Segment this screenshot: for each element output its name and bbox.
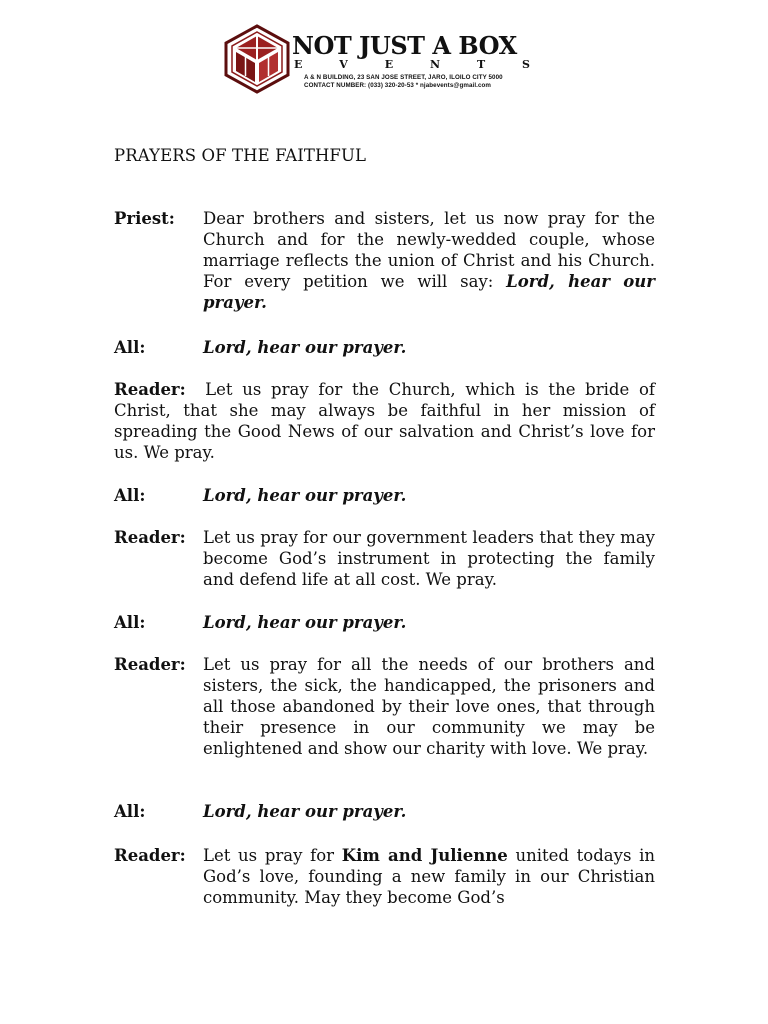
letterhead bbox=[222, 24, 552, 94]
response-entry bbox=[114, 485, 655, 506]
brand-subtitle-letter: E bbox=[384, 58, 394, 71]
response-entry bbox=[114, 337, 655, 358]
brand-address: A & N BUILDING, 23 SAN JOSE STREET, JARO, ILOILO CITY 5000 bbox=[304, 74, 503, 81]
priest-text bbox=[203, 208, 655, 313]
couple-names: Kim and Julienne bbox=[341, 846, 508, 865]
priest-label: Priest: bbox=[114, 209, 175, 228]
reader-entry-church bbox=[114, 379, 655, 463]
response-entry bbox=[114, 801, 655, 822]
brand-subtitle-letter: N bbox=[430, 58, 441, 71]
response-text: Lord, hear our prayer. bbox=[203, 338, 407, 357]
brand-subtitle-letter: T bbox=[476, 58, 486, 71]
brand-subtitle-letter: S bbox=[522, 58, 530, 71]
reader-text: Let us pray for all the needs of our brothers and sisters, the sick, the handicapped, the prisoners and all those abandoned by their love ones, that through their presence in our community we may be enlightened and show our charity with love. We pray. bbox=[203, 655, 655, 758]
response-label: All: bbox=[114, 613, 146, 632]
brand-name: NOT JUST A BOX bbox=[292, 31, 517, 60]
priest-entry bbox=[114, 208, 655, 313]
response-label: All: bbox=[114, 486, 146, 505]
reader-label: Reader: bbox=[114, 528, 186, 547]
response-text: Lord, hear our prayer. bbox=[203, 802, 407, 821]
reader-text bbox=[203, 845, 655, 908]
brand-subtitle bbox=[294, 58, 530, 71]
reader-label: Reader: bbox=[114, 655, 186, 674]
response-text: Lord, hear our prayer. bbox=[203, 486, 407, 505]
response-label: All: bbox=[114, 338, 146, 357]
reader-entry-couple bbox=[114, 845, 655, 908]
document-title: PRAYERS OF THE FAITHFUL bbox=[114, 146, 367, 165]
cube-logo-icon bbox=[222, 24, 292, 94]
reader-text-body: Let us pray for bbox=[203, 846, 342, 865]
priest-text-body: Dear brothers and sisters, let us now pray for the Church and for the newly-wedded couple, whose marriage reflects the union of Christ and his Church. For every petition we will say: bbox=[203, 209, 655, 291]
brand-contact: CONTACT NUMBER: (033) 320-20-53 * njabevents@gmail.com bbox=[304, 82, 492, 89]
reader-text: Let us pray for our government leaders that they may become God’s instrument in protecting the family and defend life at all cost. We pray. bbox=[203, 528, 655, 589]
response-label: All: bbox=[114, 802, 146, 821]
reader-text-body: Let us pray for the Church, which is the bride of Christ, that she may always be faithful in her mission of spreading the Good News of our salvation and Christ’s love for us. We pray. bbox=[114, 380, 655, 462]
response-text: Lord, hear our prayer. bbox=[203, 613, 407, 632]
reader-entry-needs bbox=[114, 654, 655, 759]
brand-subtitle-letter: V bbox=[339, 58, 348, 71]
reader-text bbox=[114, 379, 655, 463]
reader-text-body: united todays in God’s love, founding a new family in our Christian community. May they become God’s bbox=[203, 846, 656, 907]
reader-label: Reader: bbox=[114, 846, 186, 865]
reader-entry-government bbox=[114, 527, 655, 590]
reader-label: Reader: bbox=[114, 380, 186, 399]
response-entry bbox=[114, 612, 655, 633]
brand-subtitle-letter: E bbox=[294, 58, 303, 71]
priest-response-emphasis: Lord, hear our prayer. bbox=[203, 272, 655, 312]
